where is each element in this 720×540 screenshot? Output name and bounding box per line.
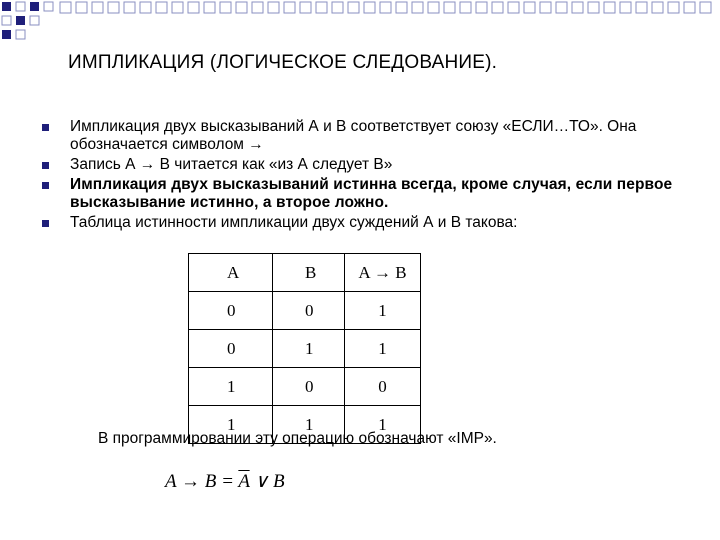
deco-square [44, 2, 53, 11]
implication-formula [165, 470, 285, 493]
bullet-text: Таблица истинности импликации двух суждений А и В такова: [70, 214, 518, 231]
deco-square [16, 2, 25, 11]
truth-table [188, 253, 421, 444]
table-header-cell: A → B [345, 254, 421, 292]
table-header-row [189, 254, 421, 292]
deco-square [16, 16, 25, 25]
square-bullet-icon [42, 124, 49, 131]
formula-left: A → B = [165, 471, 239, 492]
slide-title: ИМПЛИКАЦИЯ (ЛОГИЧЕСКОЕ СЛЕДОВАНИЕ). [68, 52, 498, 73]
table-cell: 1 [189, 406, 273, 444]
decorative-squares [0, 0, 720, 50]
deco-square [30, 16, 39, 25]
bullet-list [40, 118, 680, 234]
table-cell: 1 [345, 292, 421, 330]
formula-right: ∨ B [249, 471, 285, 492]
table-cell: 1 [189, 368, 273, 406]
formula-negated-a: $\overline{A}$ [238, 471, 250, 492]
table-row [189, 292, 421, 330]
bullet-item [40, 118, 680, 154]
bullet-text: Запись А → В читается как «из А следует В» [70, 156, 393, 173]
table-cell: 1 [345, 406, 421, 444]
table-cell: 0 [189, 292, 273, 330]
square-bullet-icon [42, 162, 49, 169]
bullet-text: Импликация двух высказываний истинна всегда, кроме случая, если первое высказывание истинно, а второе ложно. [70, 176, 673, 211]
table-cell: 1 [345, 330, 421, 368]
programming-note: В программировании эту операцию обозначают «IMP». [98, 430, 497, 447]
table-cell: 1 [273, 330, 345, 368]
table-header-cell: A [189, 254, 273, 292]
deco-square [16, 30, 25, 39]
deco-square [2, 2, 11, 11]
table-cell: 0 [273, 368, 345, 406]
table-row [189, 330, 421, 368]
bullet-item [40, 156, 680, 174]
deco-square [2, 30, 11, 39]
deco-square [2, 16, 11, 25]
table-cell: 1 [273, 406, 345, 444]
bullet-item [40, 176, 680, 212]
square-bullet-icon [42, 182, 49, 189]
table-header-cell: B [273, 254, 345, 292]
deco-square-row [60, 2, 711, 13]
square-bullet-icon [42, 220, 49, 227]
deco-square [30, 2, 39, 11]
bullet-item [40, 214, 680, 232]
bullet-text: Импликация двух высказываний А и В соответствует союзу «ЕСЛИ…ТО». Она обозначается символом → [70, 118, 637, 153]
table-cell: 0 [189, 330, 273, 368]
table-row [189, 368, 421, 406]
table-cell: 0 [345, 368, 421, 406]
table-cell: 0 [273, 292, 345, 330]
